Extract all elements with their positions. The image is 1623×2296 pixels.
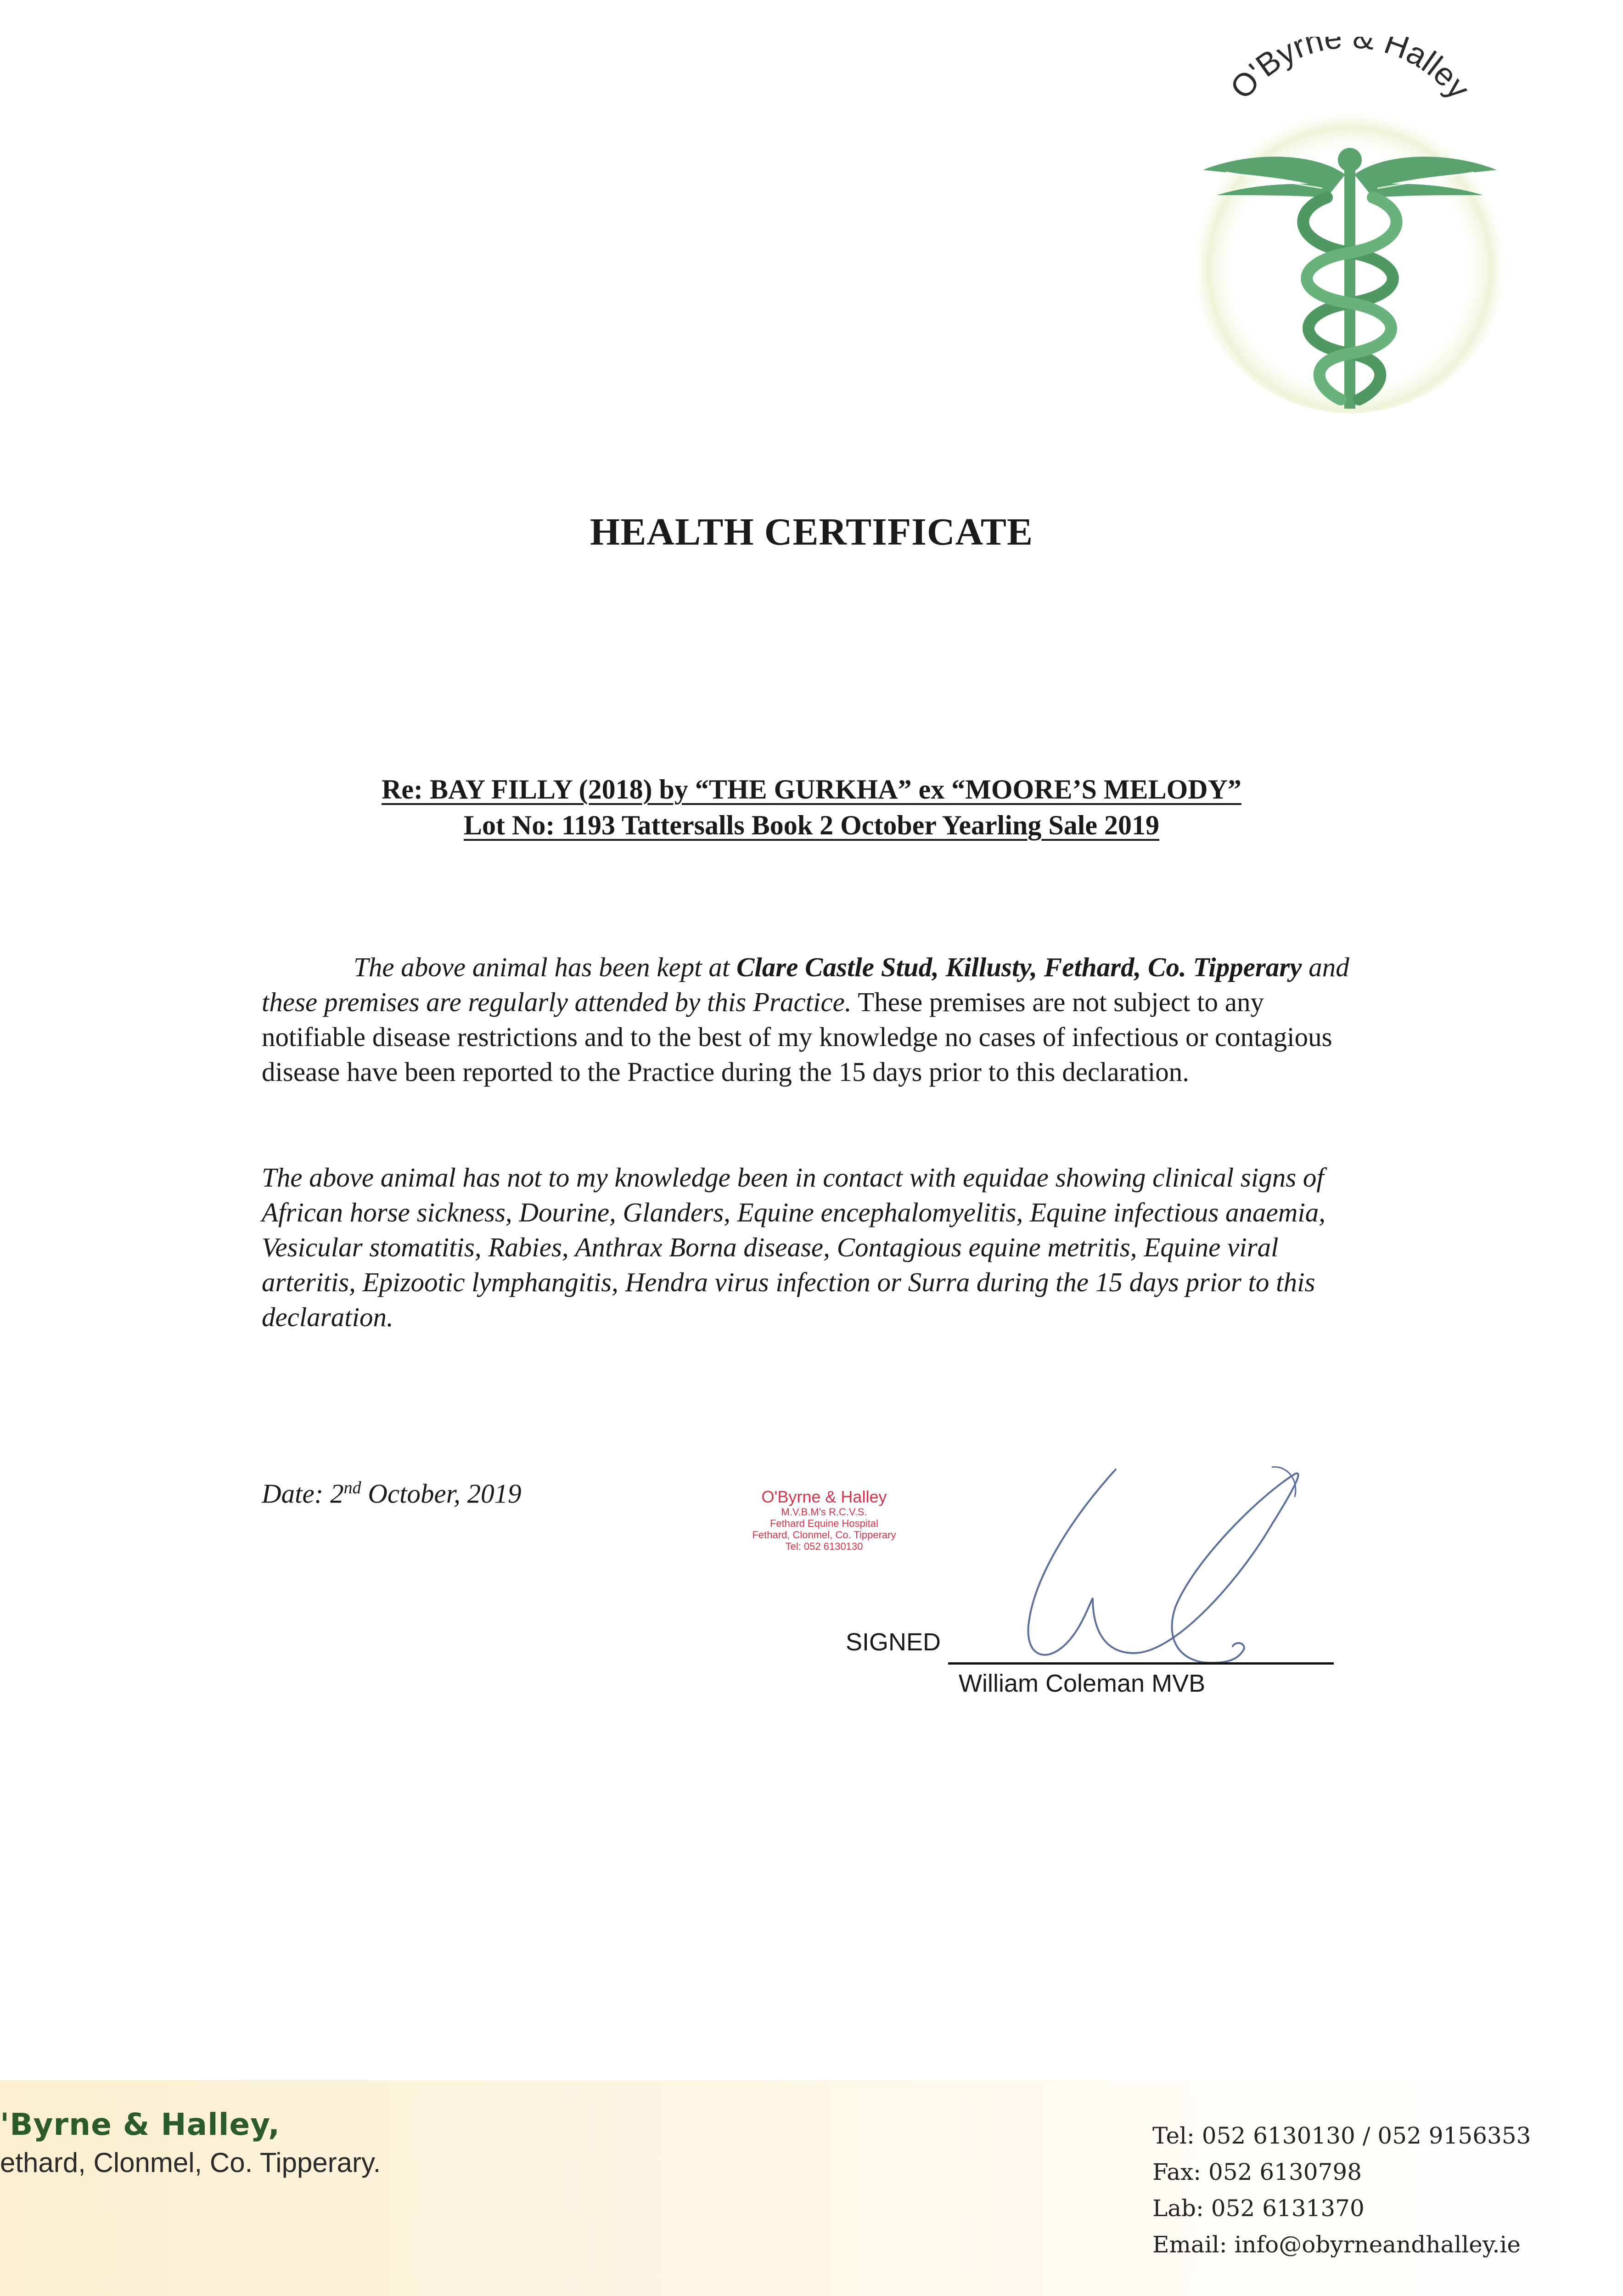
para1-intro: The above animal has been kept at [354,952,730,982]
signature-line [948,1662,1334,1665]
declaration-date [262,1478,522,1510]
contact-declaration: The above animal has not to my knowledge been in contact with equidae showing clinical signs of African horse sickness, Dourine, Glanders, Equine encephalomyelitis, Equine infectious anaemia, Vesicular stomatitis, Rabies, Anthrax Borna disease, Contagious equine metritis, Equine viral arteritis, Epizootic lymphangitis, Hendra virus infection or Surra during the 15 days prior to this declaration. [262,1162,1325,1332]
footer-email: Email: info@obyrneandhalley.ie [1152,2231,1521,2258]
practice-stamp [723,1488,925,1552]
stamp-line-1: O'Byrne & Halley [761,1487,887,1506]
stamp-line-2: M.V.B.M's R.C.V.S. [781,1506,867,1518]
practice-logo [1175,37,1524,432]
handwritten-signature [1001,1460,1331,1690]
para1-attended: and these premises are regularly attended by this Practice. [262,952,1349,1017]
caduceus-icon [1175,37,1524,432]
date-prefix: Date: 2 [262,1478,344,1509]
footer-lab: Lab: 052 6131370 [1152,2195,1365,2222]
date-suffix: nd [343,1478,361,1497]
stamp-line-5: Tel: 052 6130130 [785,1541,863,1552]
page-title: HEALTH CERTIFICATE [590,511,1033,553]
lot-line: Lot No: 1193 Tattersalls Book 2 October Yearling Sale 2019 [464,810,1159,840]
para1-rest: These premises are not subject to any notifiable disease restrictions and to the best of my knowledge no cases of infectious or contagious disease have been reported to the Practice during the 15 days prior to this declaration. [262,987,1332,1087]
footer-fax: Fax: 052 6130798 [1152,2159,1362,2185]
subject-line: Re: BAY FILLY (2018) by “THE GURKHA” ex “MOORE’S MELODY” [382,774,1241,805]
premises-name: Clare Castle Stud, Killusty, Fethard, Co. Tipperary [736,952,1302,982]
premises-paragraph [262,950,1373,1089]
subject-block [0,771,1623,843]
stamp-line-4: Fethard, Clonmel, Co. Tipperary [752,1529,896,1541]
signer-name: William Coleman MVB [959,1670,1206,1697]
footer-tel: Tel: 052 6130130 / 052 9156353 [1152,2122,1531,2149]
svg-text:O'Byrne & Halley: O'Byrne & Halley [1223,37,1477,106]
footer-practice-name: 'Byrne & Halley, [0,2107,281,2142]
signed-label: SIGNED [846,1628,941,1656]
footer-address: ethard, Clonmel, Co. Tipperary. [0,2147,381,2178]
stamp-line-3: Fethard Equine Hospital [769,1518,879,1529]
date-rest: October, 2019 [361,1478,522,1509]
footer-contacts [1152,2118,1531,2263]
